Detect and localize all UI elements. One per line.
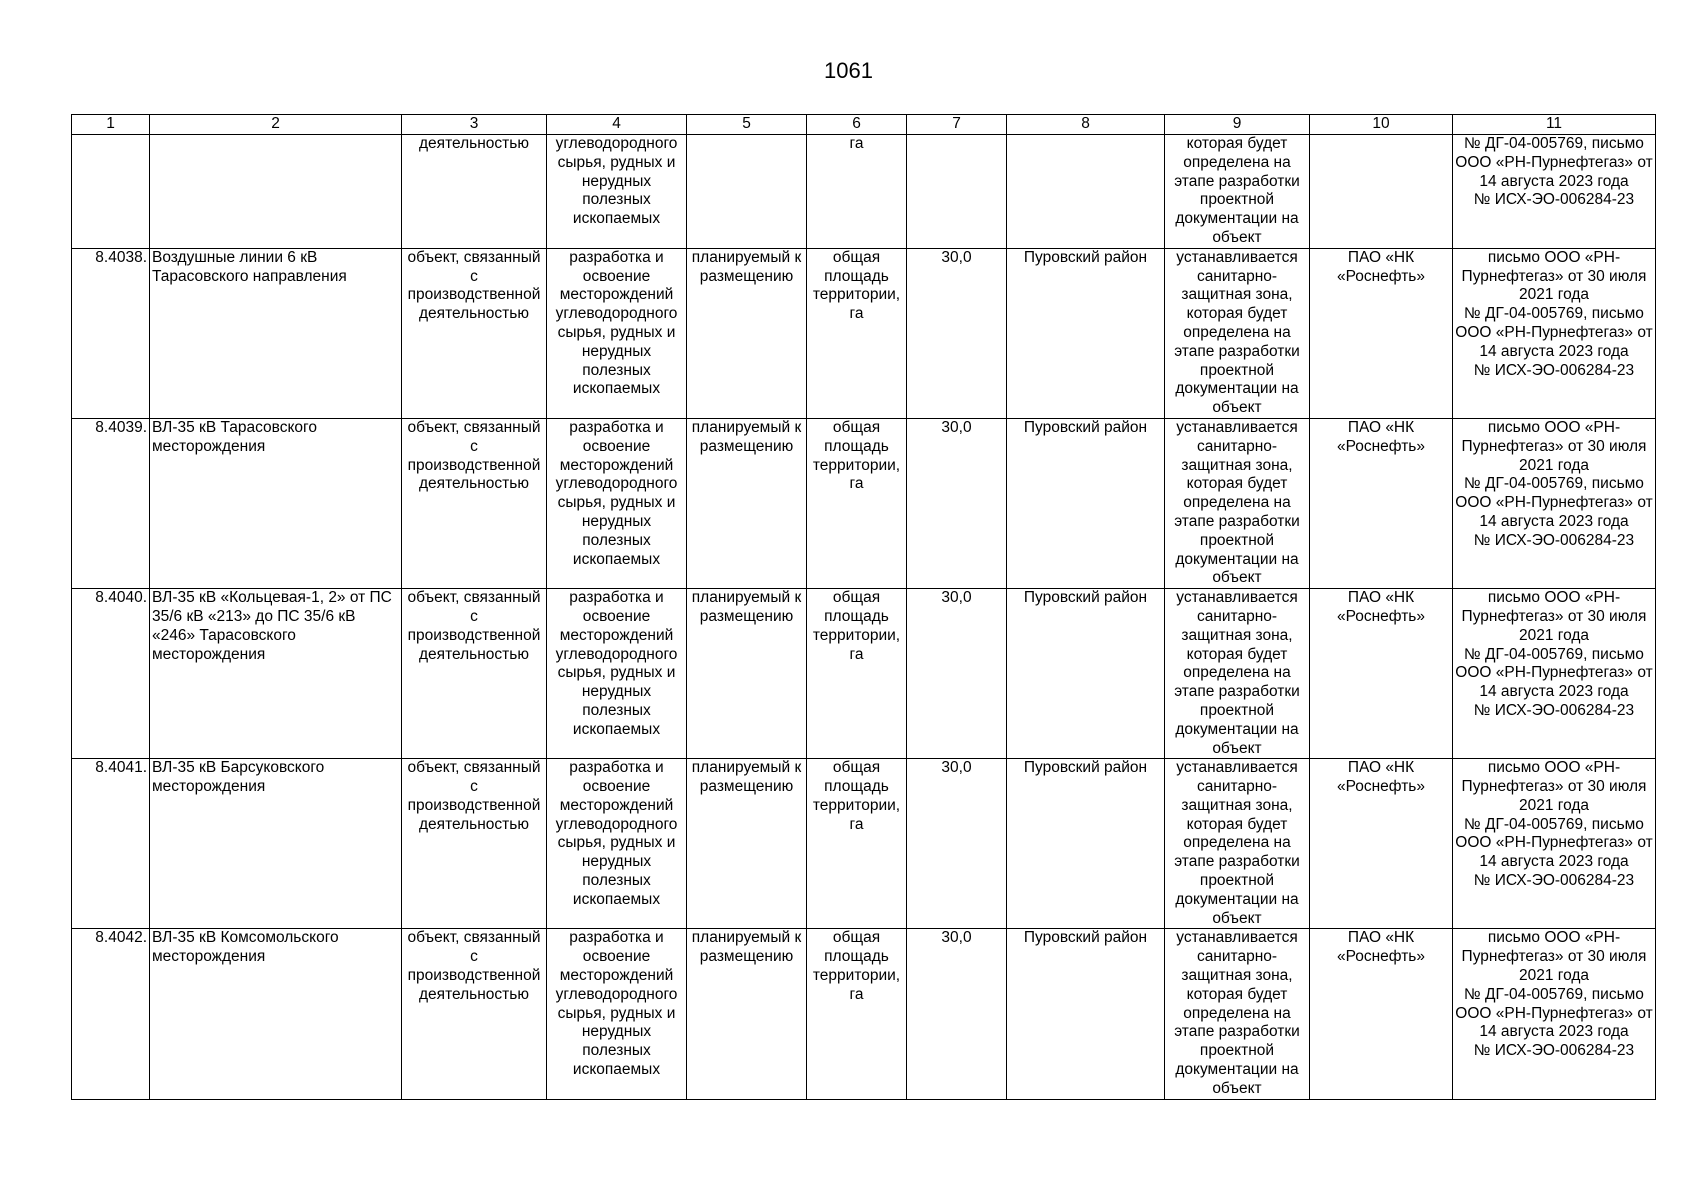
zone-cell: устанавливается санитарно-защитная зона, которая будет определена на этапе разработки проектной документации на объект [1165,418,1310,588]
purpose-cell: разработка и освоение месторождений углеводородного сырья, рудных и нерудных полезных ископаемых [547,248,687,418]
basis-document-cell: письмо ООО «РН-Пурнефтегаз» от 30 июля 2021 года № ДГ-04-005769, письмо ООО «РН-Пурнефтегаз» от 14 августа 2023 года № ИСХ-ЭО-006284-23 [1453,929,1656,1099]
zone-cell: устанавливается санитарно-защитная зона, которая будет определена на этапе разработки проектной документации на объект [1165,929,1310,1099]
district-cell: Пуровский район [1007,418,1165,588]
continuation-row [72,135,1656,249]
organization-cell: ПАО «НК «Роснефть» [1310,589,1453,759]
object-type-cell: объект, связанный с производственной деятельностью [402,929,547,1099]
column-header: 2 [150,115,402,135]
object-name-cell: ВЛ-35 кВ «Кольцевая-1, 2» от ПС 35/6 кВ «213» до ПС 35/6 кВ «246» Тарасовского месторождения [150,589,402,759]
zone-cell: устанавливается санитарно-защитная зона, которая будет определена на этапе разработки проектной документации на объект [1165,589,1310,759]
basis-document-cell: письмо ООО «РН-Пурнефтегаз» от 30 июля 2021 года № ДГ-04-005769, письмо ООО «РН-Пурнефтегаз» от 14 августа 2023 года № ИСХ-ЭО-006284-23 [1453,418,1656,588]
object-name-cell: ВЛ-35 кВ Барсуковского месторождения [150,759,402,929]
row-number-cell: 8.4041. [72,759,150,929]
characteristic-cell: общая площадь территории, га [807,418,907,588]
district-cell [1007,135,1165,249]
zone-cell: устанавливается санитарно-защитная зона, которая будет определена на этапе разработки проектной документации на объект [1165,759,1310,929]
registry-table [71,114,1656,1100]
header-row [72,115,1656,135]
status-cell [687,135,807,249]
district-cell: Пуровский район [1007,248,1165,418]
zone-cell: устанавливается санитарно-защитная зона, которая будет определена на этапе разработки проектной документации на объект [1165,248,1310,418]
object-type-cell: объект, связанный с производственной деятельностью [402,248,547,418]
organization-cell: ПАО «НК «Роснефть» [1310,248,1453,418]
area-value-cell: 30,0 [907,248,1007,418]
district-cell: Пуровский район [1007,929,1165,1099]
table-row [72,589,1656,759]
organization-cell: ПАО «НК «Роснефть» [1310,418,1453,588]
object-name-cell: Воздушные линии 6 кВ Тарасовского направления [150,248,402,418]
purpose-cell: углеводородного сырья, рудных и нерудных полезных ископаемых [547,135,687,249]
characteristic-cell: общая площадь территории, га [807,589,907,759]
row-number-cell: 8.4040. [72,589,150,759]
column-header: 5 [687,115,807,135]
zone-cell: которая будет определена на этапе разработки проектной документации на объект [1165,135,1310,249]
organization-cell: ПАО «НК «Роснефть» [1310,759,1453,929]
characteristic-cell: общая площадь территории, га [807,929,907,1099]
area-value-cell: 30,0 [907,759,1007,929]
status-cell: планируемый к размещению [687,929,807,1099]
area-value-cell: 30,0 [907,929,1007,1099]
characteristic-cell: общая площадь территории, га [807,759,907,929]
district-cell: Пуровский район [1007,759,1165,929]
table-row [72,759,1656,929]
area-value-cell [907,135,1007,249]
purpose-cell: разработка и освоение месторождений углеводородного сырья, рудных и нерудных полезных ископаемых [547,929,687,1099]
status-cell: планируемый к размещению [687,248,807,418]
status-cell: планируемый к размещению [687,418,807,588]
basis-document-cell: письмо ООО «РН-Пурнефтегаз» от 30 июля 2021 года № ДГ-04-005769, письмо ООО «РН-Пурнефтегаз» от 14 августа 2023 года № ИСХ-ЭО-006284-23 [1453,759,1656,929]
object-type-cell: объект, связанный с производственной деятельностью [402,589,547,759]
column-header: 8 [1007,115,1165,135]
object-type-cell: объект, связанный с производственной деятельностью [402,418,547,588]
row-number-cell [72,135,150,249]
characteristic-cell: га [807,135,907,249]
table-row [72,418,1656,588]
column-header: 6 [807,115,907,135]
column-header: 7 [907,115,1007,135]
organization-cell [1310,135,1453,249]
characteristic-cell: общая площадь территории, га [807,248,907,418]
object-name-cell [150,135,402,249]
table-row [72,248,1656,418]
basis-document-cell: № ДГ-04-005769, письмо ООО «РН-Пурнефтегаз» от 14 августа 2023 года № ИСХ-ЭО-006284-23 [1453,135,1656,249]
organization-cell: ПАО «НК «Роснефть» [1310,929,1453,1099]
column-header: 9 [1165,115,1310,135]
object-type-cell: деятельностью [402,135,547,249]
object-name-cell: ВЛ-35 кВ Тарасовского месторождения [150,418,402,588]
column-header: 4 [547,115,687,135]
area-value-cell: 30,0 [907,589,1007,759]
basis-document-cell: письмо ООО «РН-Пурнефтегаз» от 30 июля 2021 года № ДГ-04-005769, письмо ООО «РН-Пурнефтегаз» от 14 августа 2023 года № ИСХ-ЭО-006284-23 [1453,589,1656,759]
row-number-cell: 8.4038. [72,248,150,418]
column-header: 10 [1310,115,1453,135]
area-value-cell: 30,0 [907,418,1007,588]
object-name-cell: ВЛ-35 кВ Комсомольского месторождения [150,929,402,1099]
row-number-cell: 8.4042. [72,929,150,1099]
purpose-cell: разработка и освоение месторождений углеводородного сырья, рудных и нерудных полезных ископаемых [547,589,687,759]
purpose-cell: разработка и освоение месторождений углеводородного сырья, рудных и нерудных полезных ископаемых [547,759,687,929]
object-type-cell: объект, связанный с производственной деятельностью [402,759,547,929]
status-cell: планируемый к размещению [687,589,807,759]
purpose-cell: разработка и освоение месторождений углеводородного сырья, рудных и нерудных полезных ископаемых [547,418,687,588]
status-cell: планируемый к размещению [687,759,807,929]
page-number: 1061 [824,58,873,83]
district-cell: Пуровский район [1007,589,1165,759]
table-row [72,929,1656,1099]
column-header: 11 [1453,115,1656,135]
basis-document-cell: письмо ООО «РН-Пурнефтегаз» от 30 июля 2021 года № ДГ-04-005769, письмо ООО «РН-Пурнефтегаз» от 14 августа 2023 года № ИСХ-ЭО-006284-23 [1453,248,1656,418]
column-header: 1 [72,115,150,135]
row-number-cell: 8.4039. [72,418,150,588]
column-header: 3 [402,115,547,135]
